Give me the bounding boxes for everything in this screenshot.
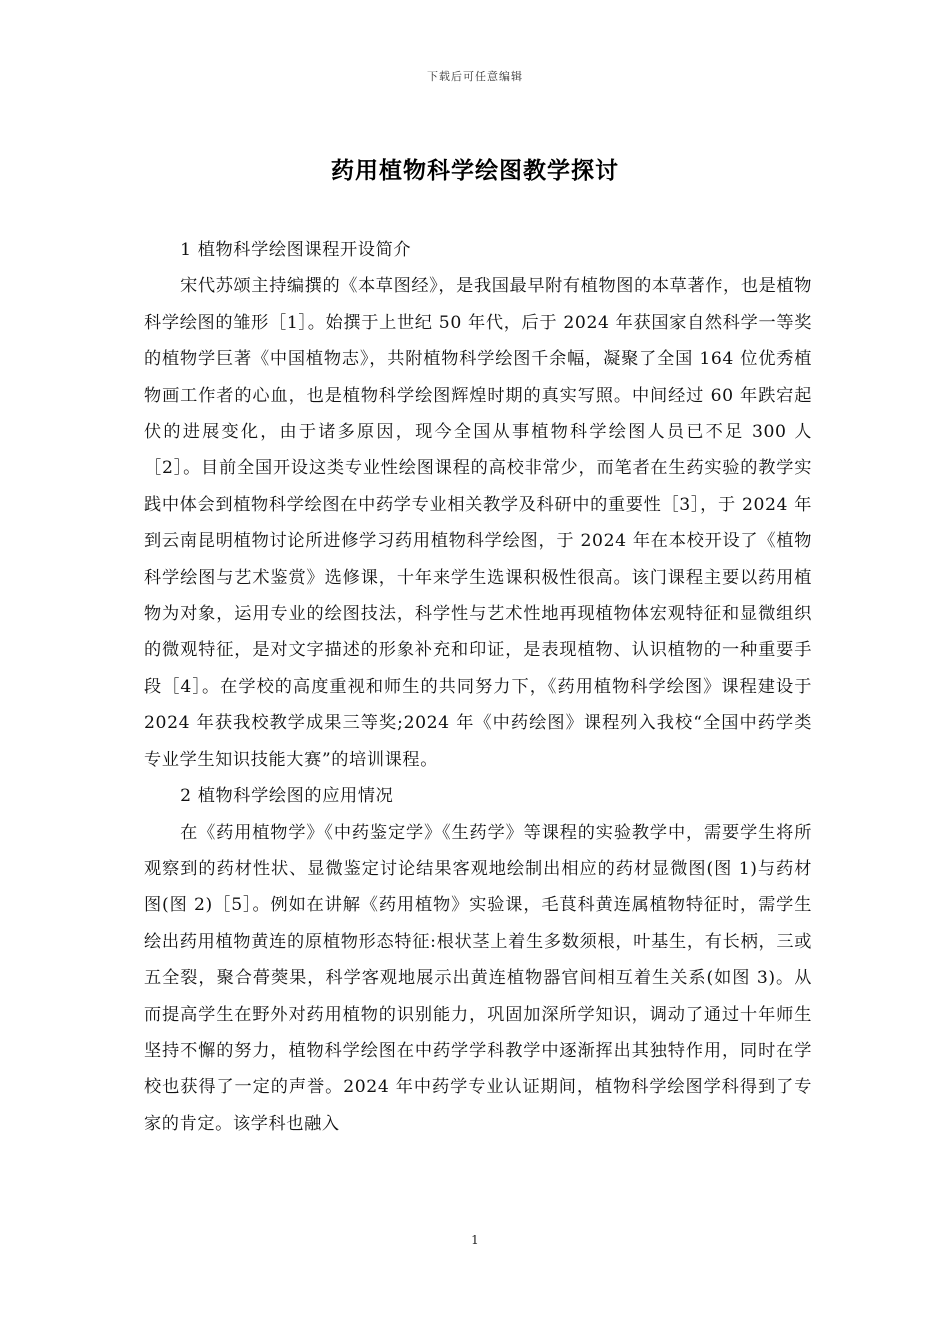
section-paragraph-1: 宋代苏颂主持编撰的《本草图经》，是我国最早附有植物图的本草著作，也是植物科学绘图的雏形［1］。始撰于上世纪 50 年代，后于 2024 年获国家自然科学一等奖的植物学巨著《中国植物志》，共附植物科学绘图千余幅，凝聚了全国 164 位优秀植物画工作者的心血，也是植物科学绘图辉煌时期的真实写照。中间经过 60 年跌宕起伏的进展变化，由于诸多原因，现今全国从事植物科学绘图人员已不足 300 人［2］。目前全国开设这类专业性绘图课程的高校非常少，而笔者在生药实验的教学实践中体会到植物科学绘图在中药学专业相关教学及科研中的重要性［3］，于 2024 年到云南昆明植物讨论所进修学习药用植物科学绘图，于 2024 年在本校开设了《植物科学绘图与艺术鉴赏》选修课，十年来学生选课积极性很高。该门课程主要以药用植物为对象，运用专业的绘图技法，科学性与艺术性地再现植物体宏观特征和显微组织的微观特征，是对文字描述的形象补充和印证，是表现植物、认识植物的一种重要手段［4］。在学校的高度重视和师生的共同努力下，《药用植物科学绘图》课程建设于 2024 年获我校教学成果三等奖;2024 年《中药绘图》课程列入我校“全国中药学类专业学生知识技能大赛”的培训课程。 [144, 276, 812, 770]
section-heading-1: 1 植物科学绘图课程开设简介 [180, 240, 412, 260]
section-paragraph-2: 在《药用植物学》《中药鉴定学》《生药学》等课程的实验教学中，需要学生将所观察到的药材性状、显微鉴定讨论结果客观地绘制出相应的药材显微图(图 1)与药材图(图 2)［5］。例如在讲解《药用植物》实验课，毛茛科黄连属植物特征时，需学生绘出药用植物黄连的原植物形态特征:根状茎上着生多数须根，叶基生，有长柄，三或五全裂，聚合蓇葖果，科学客观地展示出黄连植物器官间相互着生关系(如图 3)。从而提高学生在野外对药用植物的识别能力，巩固加深所学知识，调动了通过十年师生坚持不懈的努力，植物科学绘图在中药学学科教学中逐渐挥出其独特作用，同时在学校也获得了一定的声誉。2024 年中药学专业认证期间，植物科学绘图学科得到了专家的肯定。该学科也融入 [144, 822, 812, 1134]
document-body [144, 232, 812, 1142]
section-heading-2: 2 植物科学绘图的应用情况 [180, 786, 394, 807]
header-note: 下载后可任意编辑 [427, 70, 523, 83]
page-number: 1 [471, 1233, 479, 1247]
document-title: 药用植物科学绘图教学探讨 [331, 158, 619, 184]
